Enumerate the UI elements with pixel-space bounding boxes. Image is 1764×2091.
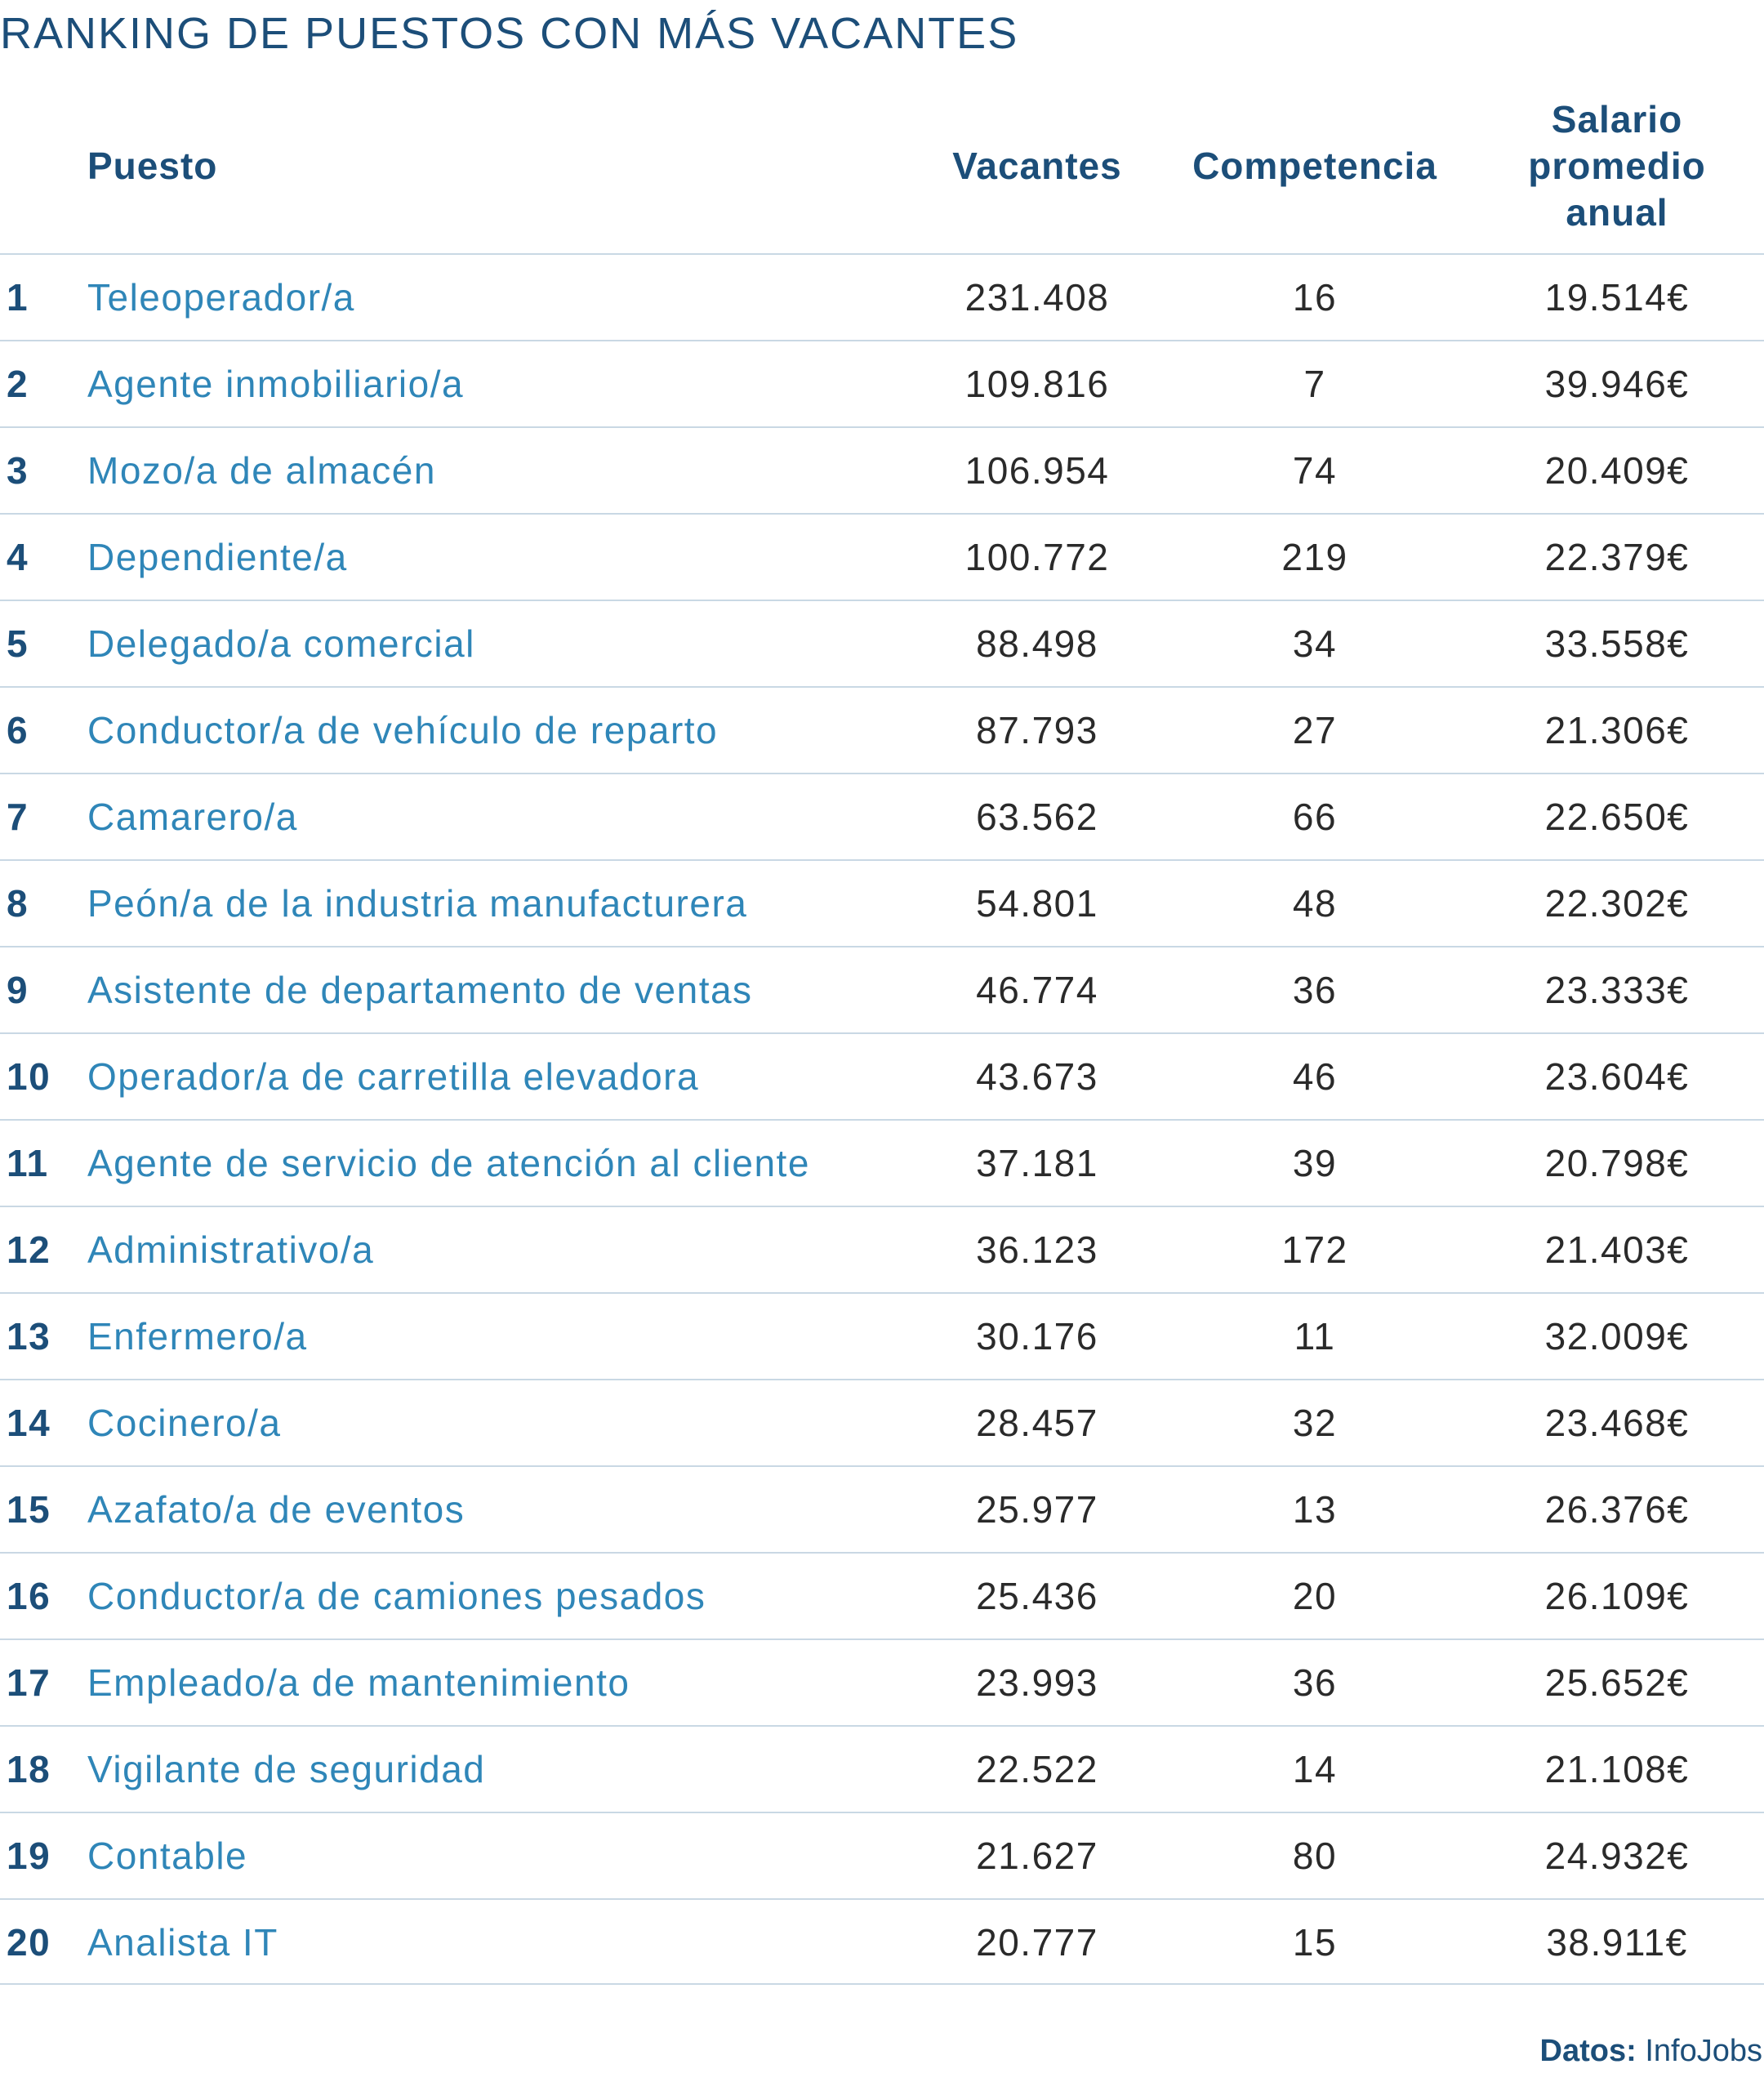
header-vacantes: Vacantes — [952, 145, 1122, 187]
vacantes-cell: 22.522 — [976, 1748, 1098, 1790]
salario-cell: 21.108€ — [1544, 1748, 1690, 1790]
competencia-cell: 27 — [1292, 709, 1338, 751]
table-row — [0, 1812, 1764, 1898]
salario-cell: 25.652€ — [1544, 1661, 1690, 1704]
puesto-cell: Camarero/a — [87, 796, 298, 838]
vacantes-cell: 25.977 — [976, 1488, 1098, 1531]
competencia-cell: 20 — [1292, 1575, 1338, 1617]
vacantes-cell: 20.777 — [976, 1921, 1098, 1964]
competencia-cell: 16 — [1292, 276, 1338, 319]
puesto-cell: Contable — [87, 1835, 248, 1877]
table-row — [0, 1292, 1764, 1379]
puesto-cell: Agente de servicio de atención al cliente — [87, 1142, 810, 1184]
table-row — [0, 1552, 1764, 1638]
salario-cell: 21.306€ — [1544, 709, 1690, 751]
table-row — [0, 1379, 1764, 1465]
source-note — [1540, 2034, 1762, 2069]
competencia-cell: 74 — [1292, 449, 1338, 492]
source-label: Datos: — [1539, 2034, 1637, 2068]
vacantes-cell: 36.123 — [976, 1228, 1098, 1271]
puesto-cell: Asistente de departamento de ventas — [87, 969, 753, 1011]
table-header — [0, 90, 1764, 253]
puesto-cell: Vigilante de seguridad — [87, 1748, 486, 1790]
competencia-cell: 66 — [1292, 796, 1338, 838]
table-row — [0, 1119, 1764, 1206]
rank-cell: 20 — [7, 1921, 51, 1964]
vacantes-cell: 54.801 — [976, 882, 1098, 925]
puesto-cell: Delegado/a comercial — [87, 622, 475, 665]
header-puesto: Puesto — [87, 145, 218, 187]
puesto-cell: Analista IT — [87, 1921, 278, 1964]
rank-cell: 4 — [7, 536, 29, 578]
rank-cell: 1 — [7, 276, 29, 319]
competencia-cell: 80 — [1292, 1835, 1338, 1877]
table-row — [0, 1032, 1764, 1119]
rank-cell: 18 — [7, 1748, 51, 1790]
rank-cell: 5 — [7, 622, 29, 665]
rank-cell: 9 — [7, 969, 29, 1011]
salario-cell: 22.650€ — [1544, 796, 1690, 838]
puesto-cell: Mozo/a de almacén — [87, 449, 436, 492]
puesto-cell: Conductor/a de camiones pesados — [87, 1575, 706, 1617]
vacantes-cell: 43.673 — [976, 1055, 1098, 1098]
puesto-cell: Agente inmobiliario/a — [87, 363, 465, 405]
header-salario: Salario promedio anual — [1528, 98, 1706, 234]
header-competencia: Competencia — [1192, 145, 1437, 187]
rank-cell: 13 — [7, 1315, 51, 1358]
table-row — [0, 686, 1764, 773]
vacantes-cell: 109.816 — [964, 363, 1110, 405]
competencia-cell: 13 — [1292, 1488, 1338, 1531]
salario-cell: 22.302€ — [1544, 882, 1690, 925]
puesto-cell: Peón/a de la industria manufacturera — [87, 882, 748, 925]
salario-cell: 38.911€ — [1546, 1921, 1688, 1964]
salario-cell: 26.109€ — [1544, 1575, 1690, 1617]
table-body — [0, 253, 1764, 1985]
salario-cell: 23.468€ — [1544, 1402, 1690, 1444]
competencia-cell: 46 — [1292, 1055, 1338, 1098]
salario-cell: 33.558€ — [1544, 622, 1690, 665]
vacantes-cell: 21.627 — [976, 1835, 1098, 1877]
rank-cell: 7 — [7, 796, 29, 838]
table-row — [0, 946, 1764, 1032]
vacantes-cell: 106.954 — [964, 449, 1110, 492]
salario-cell: 32.009€ — [1544, 1315, 1690, 1358]
vacantes-cell: 25.436 — [976, 1575, 1098, 1617]
table-row — [0, 1638, 1764, 1725]
competencia-cell: 172 — [1281, 1228, 1348, 1271]
rank-cell: 11 — [7, 1142, 49, 1184]
puesto-cell: Conductor/a de vehículo de reparto — [87, 709, 719, 751]
puesto-cell: Dependiente/a — [87, 536, 348, 578]
vacantes-cell: 231.408 — [964, 276, 1110, 319]
salario-cell: 26.376€ — [1544, 1488, 1690, 1531]
source-value: InfoJobs — [1645, 2034, 1762, 2068]
table-row — [0, 600, 1764, 686]
rank-cell: 6 — [7, 709, 29, 751]
salario-cell: 39.946€ — [1544, 363, 1690, 405]
rank-cell: 19 — [7, 1835, 51, 1877]
table-row — [0, 1465, 1764, 1552]
puesto-cell: Teleoperador/a — [87, 276, 355, 319]
salario-cell: 19.514€ — [1544, 276, 1690, 319]
vacantes-cell: 46.774 — [976, 969, 1098, 1011]
vacantes-cell: 23.993 — [976, 1661, 1098, 1704]
salario-cell: 21.403€ — [1544, 1228, 1690, 1271]
competencia-cell: 7 — [1303, 363, 1326, 405]
table-row — [0, 1725, 1764, 1812]
vacantes-cell: 30.176 — [976, 1315, 1098, 1358]
salario-cell: 20.409€ — [1544, 449, 1690, 492]
rank-cell: 2 — [7, 363, 29, 405]
competencia-cell: 39 — [1292, 1142, 1338, 1184]
table-row — [0, 513, 1764, 600]
table-row — [0, 773, 1764, 859]
table-row — [0, 253, 1764, 340]
puesto-cell: Enfermero/a — [87, 1315, 308, 1358]
rank-cell: 10 — [7, 1055, 51, 1098]
competencia-cell: 11 — [1294, 1315, 1336, 1358]
table-row — [0, 1898, 1764, 1985]
rank-cell: 8 — [7, 882, 29, 925]
competencia-cell: 34 — [1292, 622, 1338, 665]
puesto-cell: Cocinero/a — [87, 1402, 282, 1444]
puesto-cell: Administrativo/a — [87, 1228, 375, 1271]
chart-title: RANKING DE PUESTOS CON MÁS VACANTES — [0, 9, 1019, 58]
rank-cell: 14 — [7, 1402, 51, 1444]
competencia-cell: 36 — [1292, 969, 1338, 1011]
salario-cell: 23.333€ — [1544, 969, 1690, 1011]
vacantes-cell: 37.181 — [976, 1142, 1098, 1184]
table-row — [0, 859, 1764, 946]
puesto-cell: Empleado/a de mantenimiento — [87, 1661, 630, 1704]
salario-cell: 23.604€ — [1544, 1055, 1690, 1098]
puesto-cell: Azafato/a de eventos — [87, 1488, 466, 1531]
table-row — [0, 340, 1764, 426]
salario-cell: 22.379€ — [1544, 536, 1690, 578]
table-row — [0, 1206, 1764, 1292]
vacantes-cell: 28.457 — [976, 1402, 1098, 1444]
competencia-cell: 15 — [1292, 1921, 1338, 1964]
rank-cell: 15 — [7, 1488, 51, 1531]
vacantes-cell: 100.772 — [964, 536, 1110, 578]
salario-cell: 24.932€ — [1544, 1835, 1690, 1877]
rank-cell: 12 — [7, 1228, 51, 1271]
vacantes-cell: 63.562 — [976, 796, 1098, 838]
rank-cell: 17 — [7, 1661, 51, 1704]
vacantes-cell: 87.793 — [976, 709, 1098, 751]
rank-cell: 3 — [7, 449, 29, 492]
salario-cell: 20.798€ — [1544, 1142, 1690, 1184]
vacantes-cell: 88.498 — [976, 622, 1098, 665]
competencia-cell: 36 — [1292, 1661, 1338, 1704]
competencia-cell: 14 — [1292, 1748, 1338, 1790]
table-row — [0, 426, 1764, 513]
competencia-cell: 48 — [1292, 882, 1338, 925]
competencia-cell: 32 — [1292, 1402, 1338, 1444]
rank-cell: 16 — [7, 1575, 51, 1617]
puesto-cell: Operador/a de carretilla elevadora — [87, 1055, 700, 1098]
competencia-cell: 219 — [1281, 536, 1348, 578]
